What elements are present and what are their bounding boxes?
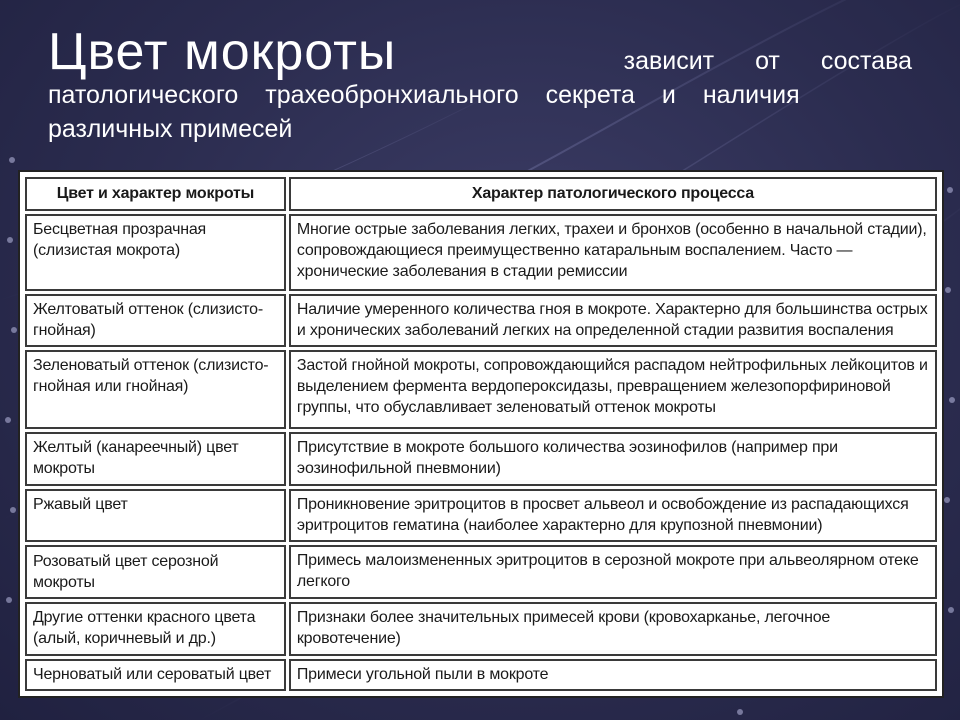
table-row	[25, 214, 937, 291]
cell-color: Ржавый цвет	[25, 489, 286, 543]
cell-process: Примесь малоизмененных эритроцитов в серозной мокроте при альвеолярном отеке легкого	[289, 545, 937, 599]
table-row	[25, 489, 937, 543]
slide-title-line3: различных примесей	[48, 115, 293, 143]
cell-color: Розоватый цвет серозной мокроты	[25, 545, 286, 599]
cell-color: Желтый (канареечный) цвет мокроты	[25, 432, 286, 486]
slide-title	[48, 22, 912, 148]
cell-process: Многие острые заболевания легких, трахеи и бронхов (особенно в начальной стадии), сопровождающиеся преимущественно катаральным воспалением. Часто — хронические заболевания в стадии ремиссии	[289, 214, 937, 291]
table-header-row	[25, 177, 937, 211]
cell-process: Примеси угольной пыли в мокроте	[289, 659, 937, 691]
header-process: Характер патологического процесса	[289, 177, 937, 211]
table-row	[25, 602, 937, 656]
slide-title-main: Цвет мокроты	[48, 23, 397, 81]
table-row	[25, 432, 937, 486]
table-row	[25, 350, 937, 429]
cell-color: Бесцветная прозрачная (слизистая мокрота)	[25, 214, 286, 291]
cell-process: Проникновение эритроцитов в просвет альвеол и освобождение из распадающихся эритроцитов гематина (наиболее характерно для крупозной пневмонии)	[289, 489, 937, 543]
table-row	[25, 659, 937, 691]
header-color: Цвет и характер мокроты	[25, 177, 286, 211]
table-row	[25, 545, 937, 599]
sputum-color-table	[18, 170, 944, 698]
slide-title-continuation: зависит от состава	[623, 47, 912, 75]
cell-process: Наличие умеренного количества гноя в мокроте. Характерно для большинства острых и хронических заболеваний легких на определенной стадии развития воспаления	[289, 294, 937, 348]
table-row	[25, 294, 937, 348]
cell-color: Желтоватый оттенок (слизисто-гнойная)	[25, 294, 286, 348]
table	[22, 174, 940, 694]
slide-title-line2: патологического трахеобронхиального секрета и наличия	[48, 81, 800, 109]
cell-process: Застой гнойной мокроты, сопровождающийся распадом нейтрофильных лейкоцитов и выделением фермента вердопероксидазы, превращением железопорфириновой группы, что обуславливает зеленоватый оттенок мокроты	[289, 350, 937, 429]
cell-color: Зеленоватый оттенок (слизисто-гнойная или гнойная)	[25, 350, 286, 429]
cell-color: Черноватый или сероватый цвет	[25, 659, 286, 691]
cell-process: Признаки более значительных примесей крови (кровохарканье, легочное кровотечение)	[289, 602, 937, 656]
cell-color: Другие оттенки красного цвета (алый, коричневый и др.)	[25, 602, 286, 656]
cell-process: Присутствие в мокроте большого количества эозинофилов (например при эозинофильной пневмонии)	[289, 432, 937, 486]
